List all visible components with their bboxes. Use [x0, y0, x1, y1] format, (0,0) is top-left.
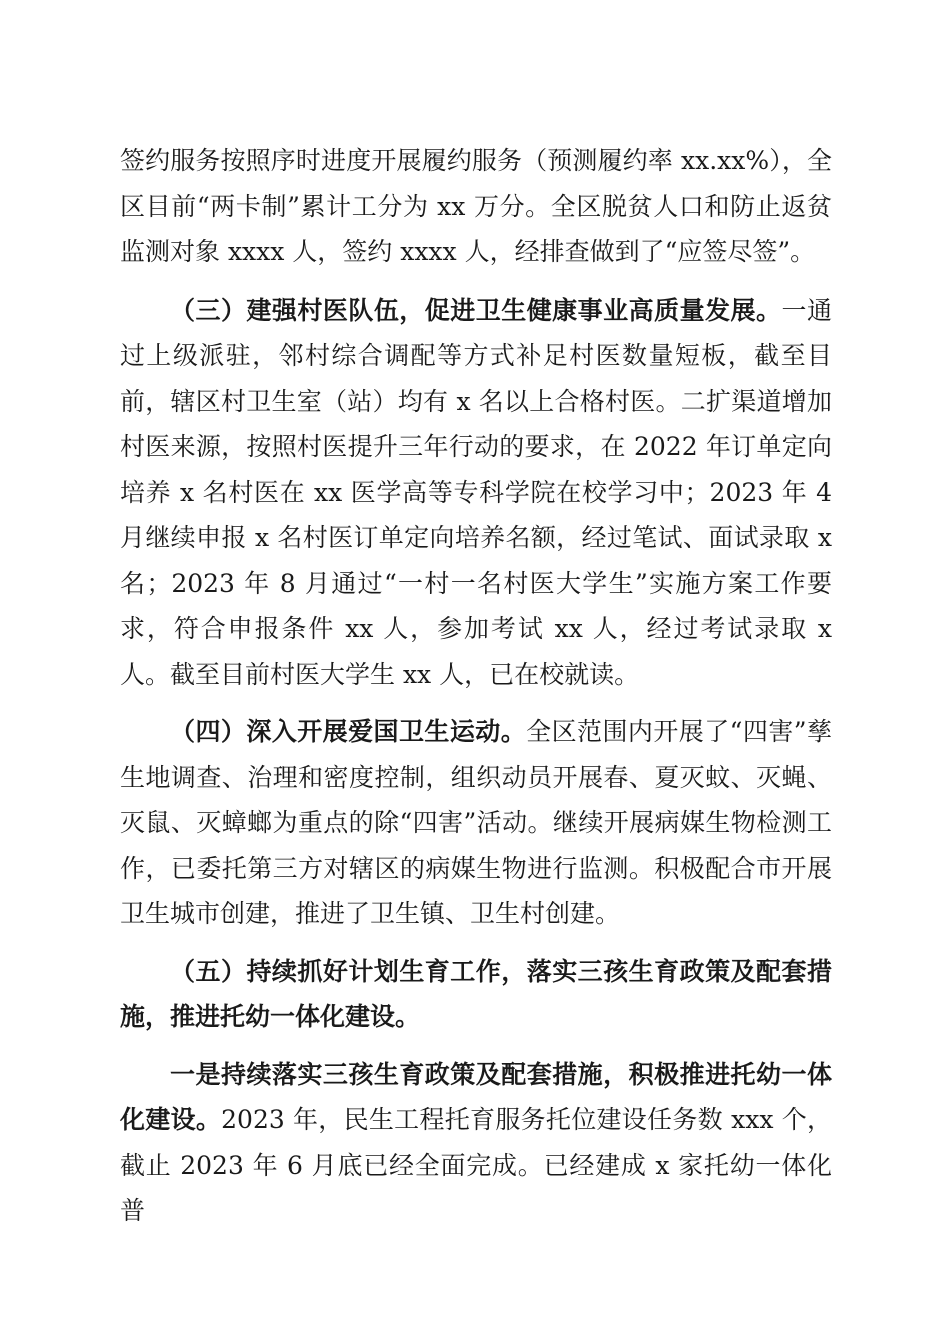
paragraph-body: 签约服务按照序时进度开展履约服务（预测履约率 xx.xx%），全区目前“两卡制”累计工分为 xx 万分。全区脱贫人口和防止返贫监测对象 xxxx 人，签约 xxxx 人，经排查做到了“应签尽签”。	[120, 146, 832, 266]
paragraph-childcare-integration	[120, 1052, 832, 1234]
section-heading-4: （四）深入开展爱国卫生运动。	[170, 717, 527, 746]
paragraph-body: 全区范围内开展了“四害”孳生地调查、治理和密度控制，组织动员开展春、夏灭蚊、灭蝇、灭鼠、灭蟑螂为重点的除“四害”活动。继续开展病媒生物检测工作，已委托第三方对辖区的病媒生物进行监测。积极配合市开展卫生城市创建，推进了卫生镇、卫生村创建。	[120, 717, 832, 928]
paragraph-family-planning	[120, 949, 832, 1040]
section-heading-3: （三）建强村医队伍，促进卫生健康事业高质量发展。	[170, 295, 782, 325]
paragraph-body: 2023 年，民生工程托育服务托位建设任务数 xxx 个，截止 2023 年 6 月底已经全面完成。已经建成 x 家托幼一体化普	[120, 1105, 832, 1225]
paragraph-patriotic-health	[120, 709, 832, 937]
subsection-heading-1: 一是持续落实三孩生育政策及配套措施，积极推进托幼一体化建设。	[120, 1059, 832, 1134]
document-body	[120, 138, 832, 1234]
section-heading-5: （五）持续抓好计划生育工作，落实三孩生育政策及配套措施，推进托幼一体化建设。	[120, 956, 832, 1031]
paragraph-body: 一通过上级派驻，邻村综合调配等方式补足村医数量短板，截至目前，辖区村卫生室（站）均有 x 名以上合格村医。二扩渠道增加村医来源，按照村医提升三年行动的要求，在 2022 年订单定向培养 x 名村医在 xx 医学高等专科学院在校学习中；2023 年 4 月继续申报 x 名村医订单定向培养名额，经过笔试、面试录取 x 名；2023 年 8 月通过“一村一名村医大学生”实施方案工作要求，符合申报条件 xx 人，参加考试 xx 人，经过考试录取 x 人。截至目前村医大学生 xx 人，已在校就读。	[120, 295, 832, 689]
paragraph-signing-service	[120, 138, 832, 275]
paragraph-village-doctors	[120, 288, 832, 698]
